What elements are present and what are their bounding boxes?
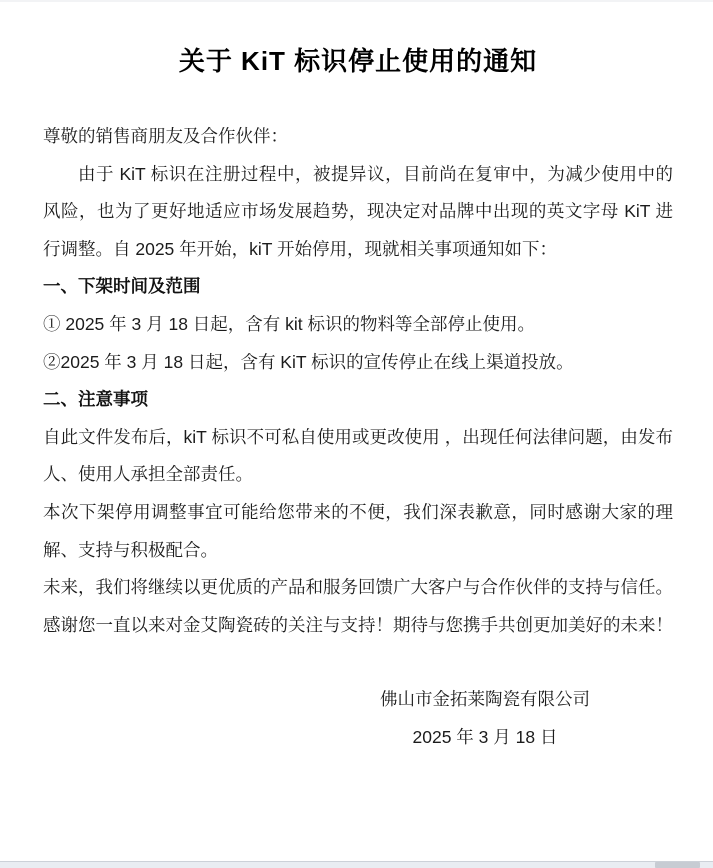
section-1-item-2: ②2025 年 3 月 18 日起，含有 KiT 标识的宣传停止在线上渠道投放。	[43, 351, 574, 372]
intro-paragraph: 由于 KiT 标识在注册过程中，被提异议，目前尚在复审中，为减少使用中的风险，也为了更好地适应市场发展趋势，现决定对品牌中出现的英文字母 KiT 进行调整。自 2025 年开始，kiT 开始停用，现就相关事项通知如下：	[43, 163, 673, 259]
section-2-paragraph-2: 本次下架停用调整事宜可能给您带来的不便，我们深表歉意，同时感谢大家的理解、支持与积极配合。	[43, 501, 673, 560]
section-1-item-1: ① 2025 年 3 月 18 日起，含有 kit 标识的物料等全部停止使用。	[43, 313, 536, 334]
horizontal-scrollbar[interactable]	[0, 861, 713, 868]
greeting-line: 尊敬的销售商朋友及合作伙伴：	[43, 126, 288, 146]
signature-date: 2025 年 3 月 18 日	[412, 726, 558, 747]
section-2-heading: 二、注意事项	[43, 389, 148, 410]
section-2-paragraph-1: 自此文件发布后，kiT 标识不可私自使用或更改使用 ，出现任何法律问题，由发布人、使用人承担全部责任。	[43, 426, 673, 485]
signature-block	[297, 681, 673, 756]
document-body	[43, 118, 673, 757]
section-2-paragraph-3: 未来，我们将继续以更优质的产品和服务回馈广大客户与合作伙伴的支持与信任。	[43, 577, 673, 598]
company-name: 佛山市金拓莱陶瓷有限公司	[380, 689, 590, 710]
section-1-heading: 一、下架时间及范围	[43, 276, 201, 297]
section-2-paragraph-4: 感谢您一直以来对金艾陶瓷砖的关注与支持！期待与您携手共创更加美好的未来！	[43, 614, 673, 635]
page-title: 关于 KiT 标识停止使用的通知	[178, 46, 538, 76]
scrollbar-thumb[interactable]	[655, 862, 700, 868]
